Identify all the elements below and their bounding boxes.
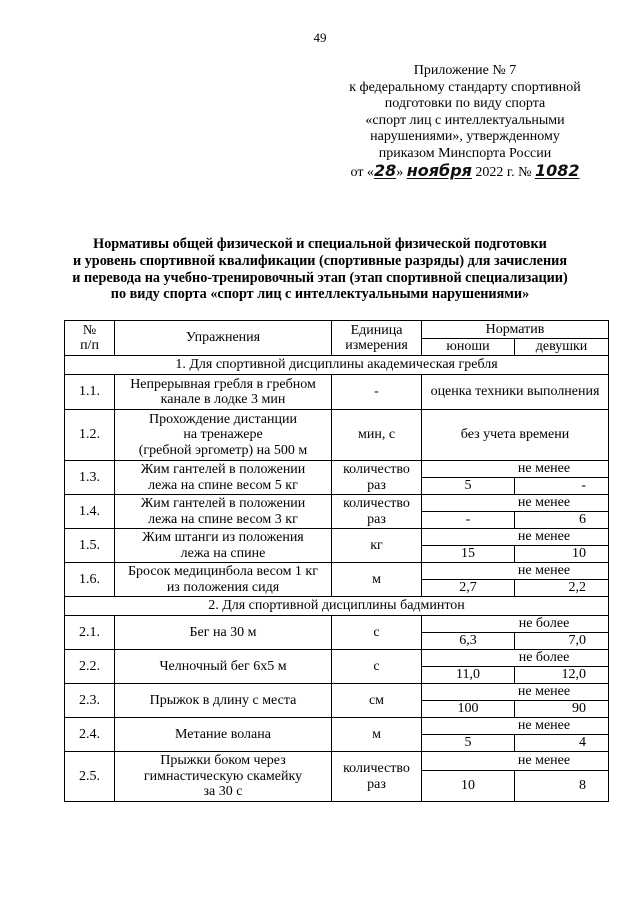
header-unit: Единица измерения [332, 321, 422, 356]
row-girls-value: 10 [515, 546, 609, 563]
row-num: 1.2. [65, 410, 115, 461]
row-girls-value: 8 [515, 771, 609, 802]
appendix-line: «спорт лиц с интеллектуальными [365, 112, 565, 128]
row-norm-merged: оценка техники выполнения [422, 375, 609, 410]
title-line: Нормативы общей физической и специальной физической подготовки [93, 236, 547, 252]
table-row [65, 461, 609, 478]
row-boys-value: 15 [422, 546, 515, 563]
row-exercise: Прыжок в длину с места [115, 684, 332, 718]
date-prefix: от « [350, 164, 374, 180]
row-norm-label: не менее [422, 563, 609, 580]
row-norm-merged: без учета времени [422, 410, 609, 461]
row-norm-label: не более [422, 650, 609, 667]
row-exercise: Челночный бег 6х5 м [115, 650, 332, 684]
appendix-header [340, 63, 590, 181]
row-norm-label: не менее [422, 684, 609, 701]
row-num: 2.1. [65, 616, 115, 650]
table-row [65, 616, 609, 633]
row-num: 2.4. [65, 718, 115, 752]
table-row [65, 718, 609, 735]
row-boys-value: 5 [422, 478, 515, 495]
row-exercise: Бег на 30 м [115, 616, 332, 650]
row-exercise: Жим штанги из положения лежа на спине [115, 529, 332, 563]
row-boys-value: 6,3 [422, 633, 515, 650]
table-row [65, 752, 609, 771]
row-num: 2.2. [65, 650, 115, 684]
row-girls-value: 4 [515, 735, 609, 752]
row-unit: количество раз [332, 752, 422, 802]
appendix-line: подготовки по виду спорта [384, 96, 546, 112]
row-boys-value: 5 [422, 735, 515, 752]
row-unit: м [332, 718, 422, 752]
row-unit: количество раз [332, 495, 422, 529]
row-girls-value: 12,0 [515, 667, 609, 684]
appendix-line: к федеральному стандарту спортивной [349, 79, 581, 95]
section-row-rowing [65, 356, 609, 375]
row-boys-value: - [422, 512, 515, 529]
table-row [65, 650, 609, 667]
row-unit: с [332, 650, 422, 684]
row-exercise: Жим гантелей в положении лежа на спине весом 5 кг [115, 461, 332, 495]
row-exercise: Прыжки боком через гимнастическую скамейку за 30 с [115, 752, 332, 802]
date-year: 2022 г. № [475, 164, 532, 180]
row-norm-label: не менее [422, 529, 609, 546]
row-norm-label: не менее [422, 718, 609, 735]
row-num: 1.3. [65, 461, 115, 495]
row-unit: количество раз [332, 461, 422, 495]
row-norm-label: не более [422, 616, 609, 633]
title-line: и уровень спортивной квалификации (спортивные разряды) для зачисления [72, 252, 567, 269]
document-title [40, 236, 600, 303]
page-number: 49 [313, 30, 327, 45]
header-norm: Норматив [422, 321, 609, 339]
row-girls-value: 90 [515, 701, 609, 718]
appendix-line: Приложение № 7 [413, 63, 517, 78]
table-row [65, 529, 609, 546]
row-unit: см [332, 684, 422, 718]
row-unit: м [332, 563, 422, 597]
date-month-handwritten: ноября [406, 160, 472, 180]
row-exercise: Прохождение дистанции на тренажере (гребной эргометр) на 500 м [115, 410, 332, 461]
row-norm-label: не менее [422, 752, 609, 771]
row-girls-value: 2,2 [515, 580, 609, 597]
norms-table [64, 320, 609, 802]
header-girls: девушки [515, 338, 609, 356]
date-mid: » [396, 164, 404, 180]
table-row [65, 563, 609, 580]
section-heading: 2. Для спортивной дисциплины бадминтон [65, 597, 609, 616]
date-day-handwritten: 28 [373, 160, 397, 180]
order-number-handwritten: 1082 [534, 160, 580, 180]
row-girls-value: 7,0 [515, 633, 609, 650]
header-exercise: Упражнения [115, 321, 332, 356]
row-unit: кг [332, 529, 422, 563]
row-unit: мин, с [332, 410, 422, 461]
title-line: по виду спорта «спорт лиц с интеллектуальными нарушениями» [110, 286, 530, 303]
row-num: 2.5. [65, 752, 115, 802]
appendix-line: приказом Минспорта России [378, 145, 552, 161]
row-norm-label: не менее [422, 461, 609, 478]
appendix-line: нарушениями», утвержденному [370, 129, 560, 145]
row-norm-label: не менее [422, 495, 609, 512]
title-line: и перевода на учебно-тренировочный этап (этап спортивной специализации) [72, 269, 568, 286]
row-num: 2.3. [65, 684, 115, 718]
row-num: 1.5. [65, 529, 115, 563]
section-heading: 1. Для спортивной дисциплины академическая гребля [65, 356, 609, 375]
appendix-date-line [340, 160, 590, 182]
row-num: 1.4. [65, 495, 115, 529]
row-unit: - [332, 375, 422, 410]
row-girls-value: - [515, 478, 609, 495]
header-boys: юноши [422, 338, 515, 356]
header-num: № п/п [65, 321, 115, 356]
row-boys-value: 11,0 [422, 667, 515, 684]
row-girls-value: 6 [515, 512, 609, 529]
table-row [65, 684, 609, 701]
row-boys-value: 100 [422, 701, 515, 718]
row-boys-value: 2,7 [422, 580, 515, 597]
table-row [65, 375, 609, 410]
row-num: 1.6. [65, 563, 115, 597]
row-exercise: Метание волана [115, 718, 332, 752]
row-unit: с [332, 616, 422, 650]
row-exercise: Непрерывная гребля в гребном канале в лодке 3 мин [115, 375, 332, 410]
section-row-badminton [65, 597, 609, 616]
row-num: 1.1. [65, 375, 115, 410]
table-row [65, 410, 609, 461]
row-exercise: Бросок медицинбола весом 1 кг из положения сидя [115, 563, 332, 597]
row-exercise: Жим гантелей в положении лежа на спине весом 3 кг [115, 495, 332, 529]
table-header-row [65, 321, 609, 339]
row-boys-value: 10 [422, 771, 515, 802]
table-row [65, 495, 609, 512]
